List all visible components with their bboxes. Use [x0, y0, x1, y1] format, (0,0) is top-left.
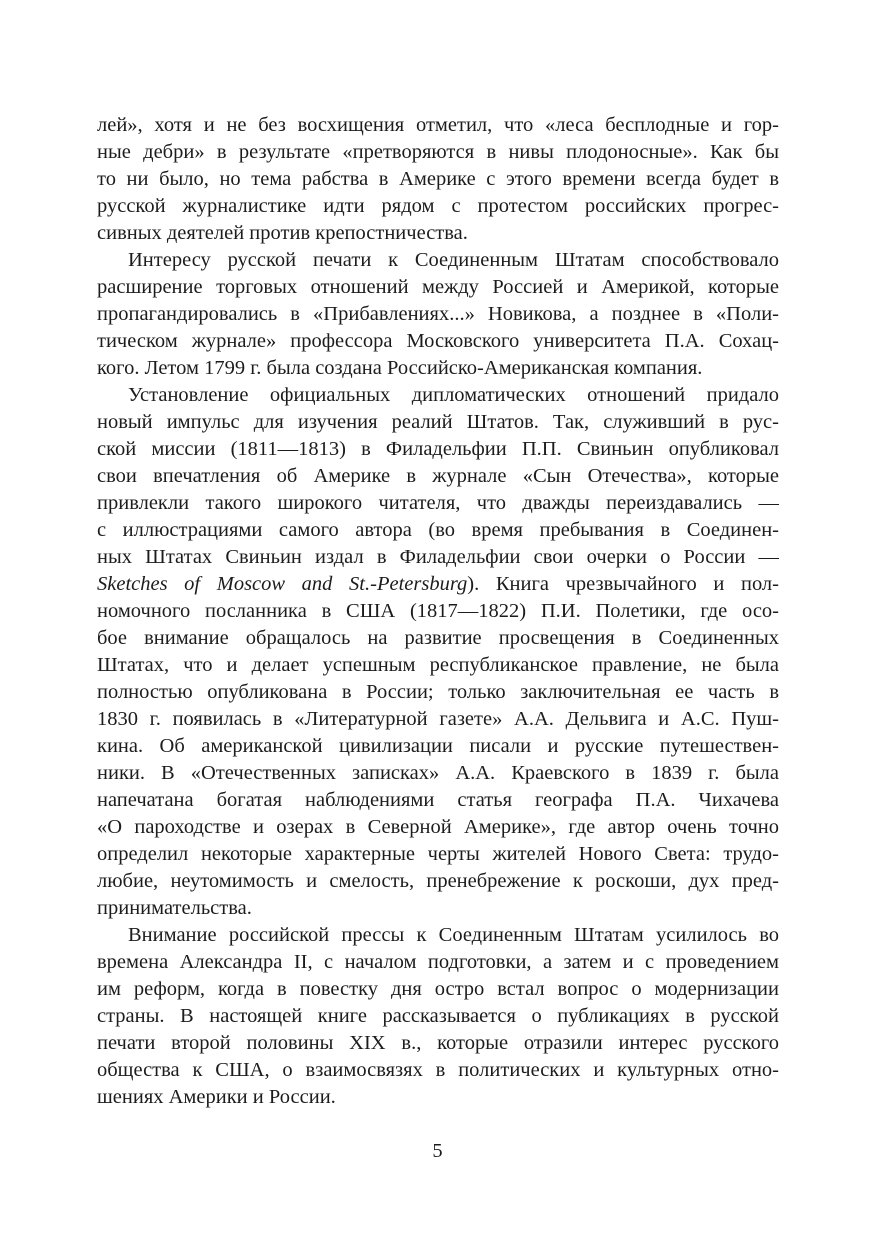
text-line: бое внимание обращалось на развитие просвещения в Соединенных [97, 627, 779, 649]
text-line: кого. Летом 1799 г. была создана Российско-Американская компания. [97, 357, 703, 379]
text-line: общества к США, о взаимосвязях в политических и культурных отно- [97, 1059, 779, 1081]
text-line: пропагандировались в «Прибавлениях...» Новикова, а позднее в «Поли- [97, 303, 779, 325]
text-line: страны. В настоящей книге рассказывается о публикациях в русской [97, 1005, 779, 1027]
text-line: времена Александра II, с началом подготовки, а затем и с проведением [97, 951, 779, 973]
text-line: любие, неутомимость и смелость, пренебрежение к роскоши, дух пред- [97, 870, 779, 892]
text-line: печати второй половины XIX в., которые отразили интерес русского [97, 1032, 779, 1054]
text-line-italic-title [97, 571, 779, 598]
text-line: «О пароходстве и озерах в Северной Америке», где автор очень точно [97, 816, 779, 838]
text-line: 1830 г. появилась в «Литературной газете» А.А. Дельвига и А.С. Пуш- [97, 708, 779, 730]
text-line: определил некоторые характерные черты жителей Нового Света: трудо- [97, 843, 779, 865]
text-line: номочного посланника в США (1817—1822) П.И. Полетики, где осо- [97, 600, 779, 622]
text-line: свои впечатления об Америке в журнале «Сын Отечества», которые [97, 465, 779, 487]
paragraph-first-line: Внимание российской прессы к Соединенным Штатам усилилось во [128, 924, 779, 946]
italic-book-title: Sketches of Moscow and St.-Petersburg [97, 573, 468, 595]
text-line: кина. Об американской цивилизации писали и русские путешествен- [97, 735, 779, 757]
text-line: принимательства. [97, 897, 252, 919]
text-line: расширение торговых отношений между Россией и Америкой, которые [97, 276, 779, 298]
text-line: напечатана богатая наблюдениями статья географа П.А. Чихачева [97, 789, 779, 811]
text-line: тическом журнале» профессора Московского университета П.А. Сохац- [97, 330, 779, 352]
text-line-rest: ). Книга чрезвычайного и пол- [467, 573, 779, 595]
text-line: с иллюстрациями самого автора (во время пребывания в Соединен- [97, 519, 779, 541]
paragraph-first-line: Установление официальных дипломатических отношений придало [128, 384, 779, 406]
text-line: лей», хотя и не без восхищения отметил, что «леса бесплодные и гор- [97, 114, 779, 136]
page-number: 5 [432, 1140, 443, 1162]
text-line: то ни было, но тема рабства в Америке с этого времени всегда будет в [97, 168, 779, 190]
text-line: Штатах, что и делает успешным республиканское правление, не была [97, 654, 779, 676]
text-line: ные дебри» в результате «претворяются в нивы плодоносные». Как бы [97, 141, 779, 163]
text-line: сивных деятелей против крепостничества. [97, 222, 468, 244]
text-line: новый импульс для изучения реалий Штатов. Так, служивший в рус- [97, 411, 779, 433]
text-line: ской миссии (1811—1813) в Филадельфии П.П. Свиньин опубликовал [97, 438, 779, 460]
paragraph-first-line: Интересу русской печати к Соединенным Штатам способствовало [128, 249, 779, 271]
text-line: им реформ, когда в повестку дня остро встал вопрос о модернизации [97, 978, 779, 1000]
text-line: ники. В «Отечественных записках» А.А. Краевского в 1839 г. была [97, 762, 779, 784]
text-line: полностью опубликована в России; только заключительная ее часть в [97, 681, 779, 703]
text-line: шениях Америки и России. [97, 1086, 336, 1108]
text-line: привлекли такого широкого читателя, что дважды переиздавались — [97, 492, 779, 514]
text-line: ных Штатах Свиньин издал в Филадельфии свои очерки о России — [97, 546, 779, 568]
text-line: русской журналистике идти рядом с протестом российских прогрес- [97, 195, 779, 217]
